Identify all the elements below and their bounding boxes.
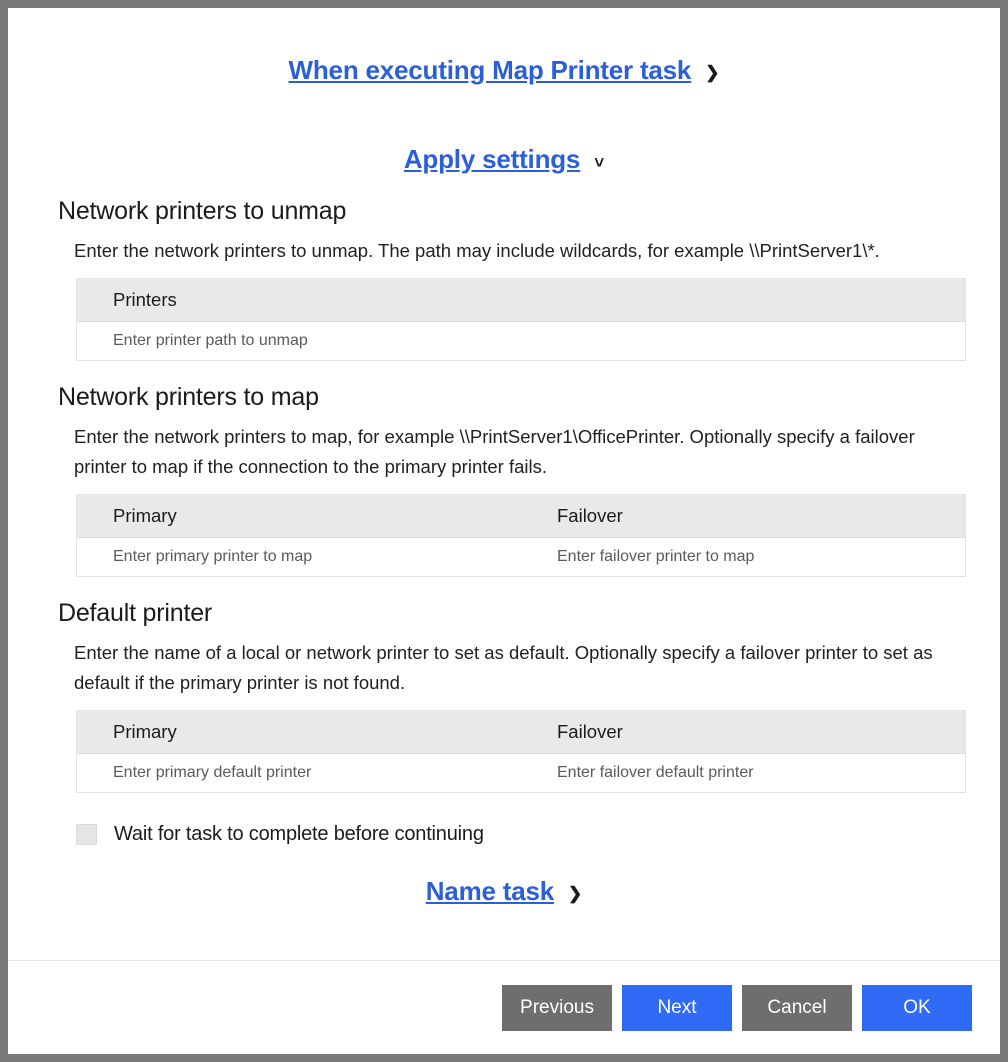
table-row[interactable] bbox=[77, 322, 965, 360]
failover-default-printer-input[interactable]: Enter failover default printer bbox=[557, 763, 754, 781]
column-header-primary: Primary bbox=[113, 504, 177, 526]
when-executing-step-header[interactable] bbox=[42, 55, 966, 86]
chevron-down-icon: ˅ bbox=[594, 153, 605, 172]
previous-button[interactable]: Previous bbox=[502, 985, 612, 1031]
column-header-failover: Failover bbox=[557, 504, 623, 526]
unmap-printer-path-input[interactable]: Enter printer path to unmap bbox=[113, 331, 308, 349]
task-settings-dialog bbox=[8, 8, 1000, 1054]
next-button[interactable]: Next bbox=[622, 985, 732, 1031]
default-printer-grid bbox=[76, 710, 966, 793]
table-row[interactable] bbox=[77, 538, 965, 576]
column-header-failover: Failover bbox=[557, 720, 623, 742]
section-description: Enter the name of a local or network printer to set as default. Optionally specify a failover printer to set as default if the primary printer is not found. bbox=[74, 641, 933, 693]
name-task-step-header[interactable] bbox=[42, 876, 966, 907]
name-task-link[interactable]: Name task bbox=[425, 875, 555, 906]
failover-printer-to-map-input[interactable]: Enter failover printer to map bbox=[557, 547, 755, 565]
map-printers-grid bbox=[76, 494, 966, 577]
section-network-printers-to-map bbox=[42, 383, 966, 577]
section-description: Enter the network printers to map, for example \\PrintServer1\OfficePrinter. Optionally specify a failover printer to map if the connection to the primary printer fails. bbox=[74, 425, 915, 477]
grid-header-row bbox=[77, 495, 965, 538]
section-network-printers-to-unmap bbox=[42, 197, 966, 361]
wait-for-task-row[interactable] bbox=[76, 823, 966, 846]
grid-header-row bbox=[77, 711, 965, 754]
column-header-printers: Printers bbox=[113, 288, 177, 310]
wait-for-task-label: Wait for task to complete before continuing bbox=[114, 822, 484, 845]
chevron-right-icon: ❯ bbox=[568, 883, 583, 903]
apply-settings-link[interactable]: Apply settings bbox=[403, 144, 581, 174]
wait-for-task-checkbox[interactable] bbox=[76, 824, 97, 845]
unmap-printers-grid bbox=[76, 278, 966, 361]
ok-button[interactable]: OK bbox=[862, 985, 972, 1031]
cancel-button[interactable]: Cancel bbox=[742, 985, 852, 1031]
primary-default-printer-input[interactable]: Enter primary default printer bbox=[113, 763, 312, 781]
dialog-content bbox=[8, 8, 1000, 960]
section-title: Default printer bbox=[58, 598, 213, 627]
chevron-right-icon: ❯ bbox=[705, 63, 720, 82]
section-default-printer bbox=[42, 599, 966, 793]
section-title: Network printers to map bbox=[58, 382, 319, 411]
dialog-footer bbox=[8, 960, 1000, 1054]
apply-settings-step-header[interactable] bbox=[42, 144, 966, 175]
grid-header-row bbox=[77, 279, 965, 322]
when-executing-link[interactable]: When executing Map Printer task bbox=[288, 55, 692, 85]
section-description: Enter the network printers to unmap. The path may include wildcards, for example \\PrintServer1\*. bbox=[74, 240, 880, 261]
section-title: Network printers to unmap bbox=[58, 197, 347, 225]
column-header-primary: Primary bbox=[113, 720, 177, 742]
primary-printer-to-map-input[interactable]: Enter primary printer to map bbox=[113, 547, 313, 565]
table-row[interactable] bbox=[77, 754, 965, 792]
